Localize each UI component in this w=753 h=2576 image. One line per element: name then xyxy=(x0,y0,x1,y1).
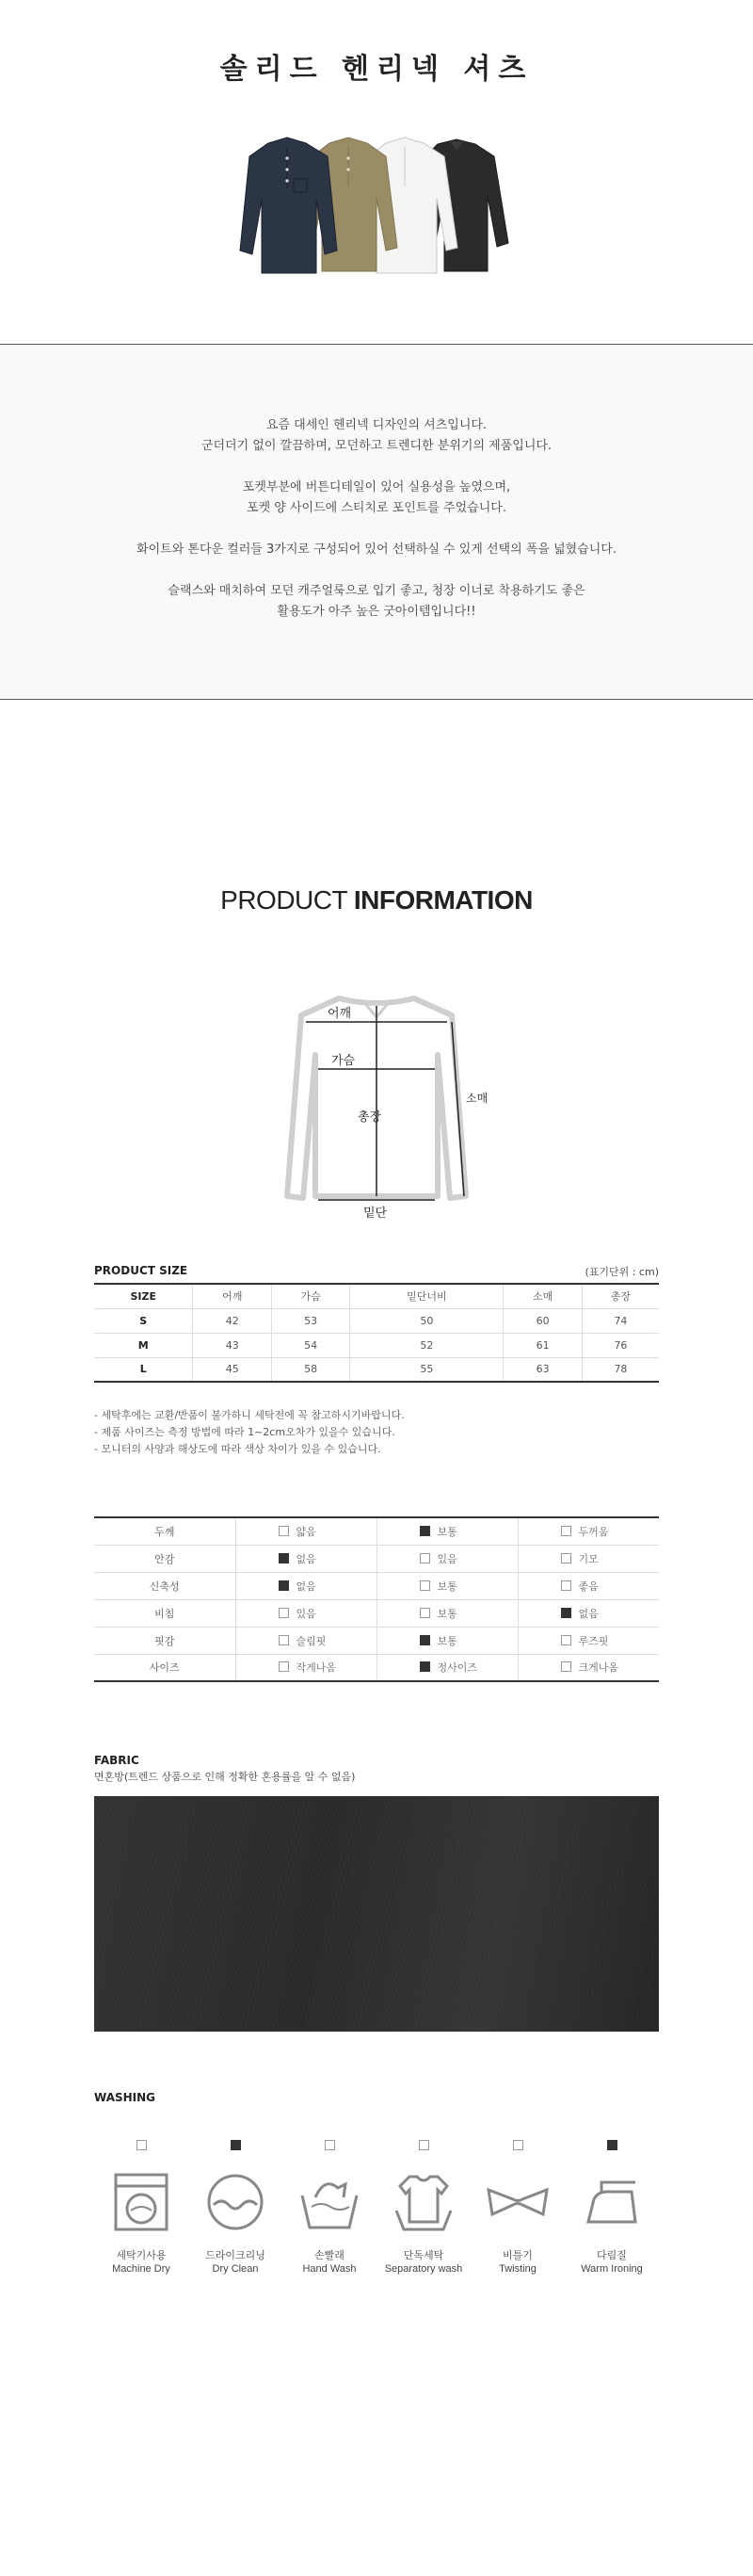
attribute-option-label: 보통 xyxy=(437,1580,457,1593)
attribute-option xyxy=(376,1627,518,1654)
attribute-option xyxy=(518,1517,659,1545)
washing-label-ko: 비틀기 xyxy=(503,2249,533,2261)
checked-box-icon xyxy=(420,1635,430,1645)
product-info-heading: PRODUCT INFORMATION xyxy=(220,885,533,915)
washing-label-ko: 손빨래 xyxy=(314,2249,344,2261)
attribute-option xyxy=(376,1572,518,1599)
label-sleeve: 소매 xyxy=(466,1092,489,1105)
unchecked-box-icon xyxy=(561,1580,571,1591)
fabric-heading: FABRIC xyxy=(94,1754,139,1767)
table-row: L 45 58 55 63 78 xyxy=(94,1357,659,1382)
unchecked-box-icon xyxy=(279,1608,289,1618)
washing-label-ko: 단독세탁 xyxy=(403,2249,444,2261)
attribute-option xyxy=(518,1599,659,1627)
attribute-label: 핏감 xyxy=(94,1627,235,1654)
washing-label-ko: 세탁기사용 xyxy=(116,2249,167,2261)
separate-wash-icon xyxy=(391,2169,457,2235)
checked-box-icon xyxy=(607,2140,617,2150)
label-hem: 밑단 xyxy=(363,1207,388,1221)
unchecked-box-icon xyxy=(420,1608,430,1618)
measurement-diagram xyxy=(273,989,489,1221)
attribute-option xyxy=(235,1599,376,1627)
table-row: M 43 54 52 61 76 xyxy=(94,1333,659,1357)
attribute-option xyxy=(518,1654,659,1681)
attribute-option xyxy=(518,1545,659,1572)
checked-box-icon xyxy=(561,1608,571,1618)
note-item: - 세탁후에는 교환/반품이 불가하니 세탁전에 꼭 참고하시기바랍니다. xyxy=(94,1409,405,1421)
unchecked-box-icon xyxy=(279,1526,289,1536)
washing-label-en: Twisting xyxy=(499,2263,537,2275)
attribute-row xyxy=(94,1627,659,1654)
unchecked-box-icon xyxy=(279,1635,289,1645)
fabric-subtitle: 면혼방(트렌드 상품으로 인해 정확한 혼용률을 알 수 없음) xyxy=(94,1771,356,1783)
size-header-row: SIZE 어깨 가슴 밑단너비 소매 총장 xyxy=(94,1284,659,1308)
attribute-option-label: 있음 xyxy=(296,1607,316,1620)
attribute-table xyxy=(94,1516,659,1682)
fabric-image xyxy=(94,1796,659,2032)
label-chest: 가슴 xyxy=(331,1054,356,1068)
unchecked-box-icon xyxy=(420,1580,430,1591)
checked-box-icon xyxy=(231,2140,241,2150)
attribute-option xyxy=(235,1627,376,1654)
attribute-option-label: 두꺼움 xyxy=(578,1525,609,1538)
unchecked-box-icon xyxy=(561,1526,571,1536)
note-item: - 모니터의 사양과 해상도에 따라 색상 차이가 있을 수 있습니다. xyxy=(94,1443,381,1455)
unchecked-box-icon xyxy=(561,1635,571,1645)
checked-box-icon xyxy=(420,1661,430,1672)
washing-machine-icon xyxy=(108,2169,174,2235)
attribute-option xyxy=(376,1599,518,1627)
attribute-option-label: 정사이즈 xyxy=(437,1661,478,1675)
attribute-option-label: 없음 xyxy=(578,1607,599,1620)
attribute-option-label: 슬림핏 xyxy=(296,1634,327,1647)
washing-item xyxy=(188,2140,282,2276)
attribute-option-label: 있음 xyxy=(437,1552,457,1565)
attribute-label: 비침 xyxy=(94,1599,235,1627)
attribute-option-label: 보통 xyxy=(437,1634,457,1647)
attribute-option-label: 없음 xyxy=(296,1580,316,1593)
attribute-row xyxy=(94,1517,659,1545)
attribute-option xyxy=(235,1545,376,1572)
washing-item xyxy=(94,2140,188,2276)
checked-box-icon xyxy=(279,1553,289,1563)
attribute-option xyxy=(518,1627,659,1654)
hand-wash-icon xyxy=(296,2169,362,2235)
ironing-icon xyxy=(579,2169,645,2235)
washing-label-ko: 다림질 xyxy=(597,2249,627,2261)
attribute-label: 사이즈 xyxy=(94,1654,235,1681)
description-paragraph: 포켓부분에 버튼디테일이 있어 실용성을 높였으며, 포켓 양 사이드에 스티치로 포인트를 주었습니다. xyxy=(242,480,511,515)
attribute-option-label: 얇음 xyxy=(296,1525,316,1538)
unchecked-box-icon xyxy=(513,2140,523,2150)
description-paragraph: 요즘 대세인 헨리넥 디자인의 셔츠입니다. 군더더기 없이 깔끔하며, 모던하고 트렌디한 분위기의 제품입니다. xyxy=(200,418,553,453)
washing-item xyxy=(565,2140,659,2276)
attribute-option xyxy=(235,1654,376,1681)
attribute-row xyxy=(94,1545,659,1572)
washing-label-en: Dry Clean xyxy=(212,2263,259,2275)
attribute-option xyxy=(235,1517,376,1545)
washing-item xyxy=(471,2140,565,2276)
washing-label-ko: 드라이크리닝 xyxy=(205,2249,265,2261)
description-text xyxy=(0,415,753,643)
attribute-option xyxy=(376,1654,518,1681)
attribute-option-label: 크게나옴 xyxy=(578,1661,619,1675)
size-unit: (표기단위 : cm) xyxy=(585,1266,659,1278)
washing-heading: WASHING xyxy=(94,2091,156,2104)
washing-label-en: Separatory wash xyxy=(384,2263,463,2275)
unchecked-box-icon xyxy=(419,2140,429,2150)
attribute-option xyxy=(376,1517,518,1545)
label-length: 총장 xyxy=(358,1110,382,1125)
dry-clean-icon xyxy=(202,2169,268,2235)
washing-item xyxy=(376,2140,471,2276)
attribute-option xyxy=(376,1545,518,1572)
attribute-label: 두께 xyxy=(94,1517,235,1545)
label-shoulder: 어깨 xyxy=(328,1007,352,1021)
attribute-option-label: 루즈핏 xyxy=(578,1634,609,1647)
size-notes xyxy=(94,1407,659,1458)
product-shirts-image xyxy=(235,130,518,281)
unchecked-box-icon xyxy=(136,2140,147,2150)
attribute-row xyxy=(94,1654,659,1681)
attribute-option-label: 좋음 xyxy=(578,1580,599,1593)
unchecked-box-icon xyxy=(561,1553,571,1563)
attribute-row xyxy=(94,1599,659,1627)
size-table xyxy=(94,1283,659,1383)
description-paragraph: 슬랙스와 매치하여 모던 캐주얼룩으로 입기 좋고, 청장 이너로 착용하기도 좋은 활용도가 아주 높은 굿아이템입니다!! xyxy=(168,584,585,619)
description-block xyxy=(0,344,753,700)
unchecked-box-icon xyxy=(325,2140,335,2150)
unchecked-box-icon xyxy=(420,1553,430,1563)
attribute-option xyxy=(518,1572,659,1599)
washing-item xyxy=(282,2140,376,2276)
attribute-label: 안감 xyxy=(94,1545,235,1572)
note-item: - 제품 사이즈는 측정 방법에 따라 1~2cm오차가 있을수 있습니다. xyxy=(94,1426,395,1438)
attribute-label: 신축성 xyxy=(94,1572,235,1599)
attribute-option-label: 없음 xyxy=(296,1552,316,1565)
attribute-option-label: 기모 xyxy=(578,1552,599,1565)
size-heading: PRODUCT SIZE xyxy=(94,1264,188,1277)
washing-label-en: Warm Ironing xyxy=(581,2263,643,2275)
sleeve-line xyxy=(452,1022,464,1196)
description-paragraph: 화이트와 톤다운 컬러들 3가지로 구성되어 있어 선택하실 수 있게 선택의 폭을 넓혔습니다. xyxy=(136,543,617,557)
unchecked-box-icon xyxy=(561,1661,571,1672)
attribute-option-label: 보통 xyxy=(437,1607,457,1620)
unchecked-box-icon xyxy=(279,1661,289,1672)
checked-box-icon xyxy=(279,1580,289,1591)
attribute-option-label: 작게나옴 xyxy=(296,1661,337,1675)
attribute-row xyxy=(94,1572,659,1599)
checked-box-icon xyxy=(420,1526,430,1536)
attribute-option-label: 보통 xyxy=(437,1525,457,1538)
product-title: 솔리드 헨리넥 셔츠 xyxy=(219,53,534,86)
washing-label-en: Machine Dry xyxy=(112,2263,170,2275)
table-row: S 42 53 50 60 74 xyxy=(94,1308,659,1333)
washing-label-en: Hand Wash xyxy=(302,2263,357,2275)
twisting-icon xyxy=(485,2169,551,2235)
attribute-option xyxy=(235,1572,376,1599)
